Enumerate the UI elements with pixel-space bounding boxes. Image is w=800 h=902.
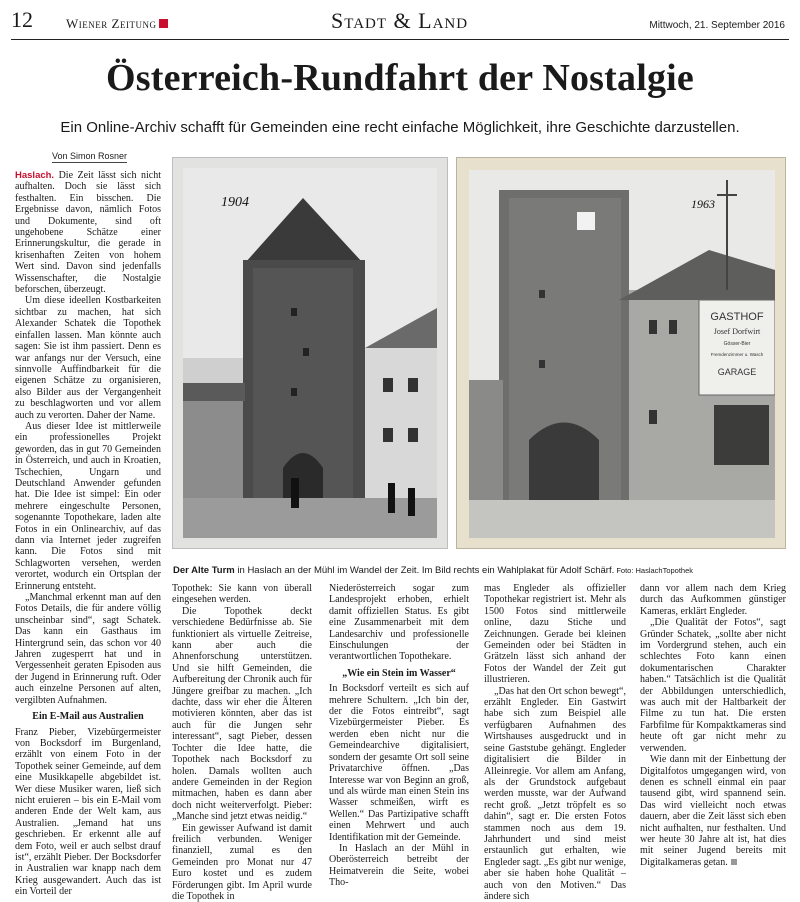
byline: Von Simon Rosner — [52, 151, 128, 161]
column-4 — [484, 583, 626, 902]
caption-text: in Haslach an der Mühl im Wandel der Zeit. Im Bild rechts ein Wahlplakat für Adolf Schärf. — [234, 565, 615, 576]
paragraph: „Das hat den Ort schon bewegt“, erzählt Engleder. Ein Gastwirt habe sich zum Beispiel alle verfügbaren Aufnahmen des Wirtshauses ausgedruckt und in seine Gaststube gehängt. Engleder digitalisiert die Bilder in Alleinregie. Vor allem am Anfang, als der Grundstock aufgebaut werden musste, war der Aufwand recht groß. „Jetzt tröpfelt es so dahin“, sagt er. Die ersten Fotos stammen noch aus dem 19. Jahrhundert und sind meist erstaunlich gut erhalten, wie Engleder sagt. „Es gibt nur wenige, aber sie haben hohe Qualität – auch von den Motiven.“ Das ändere sich — [484, 685, 626, 902]
paragraph — [640, 754, 786, 868]
column-2 — [172, 583, 312, 902]
sign-owner: Josef Dorfwirt — [713, 327, 761, 336]
tower-1963-image — [469, 170, 775, 538]
tower-1904-image — [183, 168, 437, 538]
paragraph: „Die Qualität der Fotos“, sagt Gründer Schatek, „sollte aber nicht im Vordergrund stehen, auch ein schlechtes Foto kann einen dokumentarischen Charakter haben.“ Tatsächlich ist die Qualität der Abbildungen unterschiedlich, was auch mit der Haltbarkeit der Filme zu tun hat. Die ersten Farbfilme für Kompaktkameras sind heute oft gar nicht mehr zu verwenden. — [640, 617, 786, 754]
end-mark-icon — [731, 859, 737, 865]
paragraph: mas Engleder als offizieller Topothekar registriert ist. Mehr als 1500 Fotos sind mittlerweile online, dazu Stiche und Zeichnungen. Gerade bei kleinen Gemeinden oder bei Städten in Grätzeln lässt sich anhand der Fotos der Wandel der Zeit gut illustrieren. — [484, 583, 626, 686]
photo-1904 — [172, 157, 448, 549]
paragraph: In Bocksdorf verteilt es sich auf mehrere Schultern. „Ich bin der, der die Fotos eintreibt“, sagt Vizebürgermeister Pieber. Es werden eben nicht nur die Gemeindearchive digitalisiert, sondern der gesamte Ort soll seine Privatarchive öffnen. „Das Interesse war von Beginn an groß, und als würde man einen Stein ins Wasser schmeißen, wirft es Wellen.“ Das Partizipative schafft einen Mehrwert und auch Identifikation mit der Gemeinde. — [329, 683, 469, 843]
subheading: „Wie ein Stein im Wasser“ — [342, 667, 456, 679]
paragraph: Niederösterreich sogar zum Landesprojekt erhoben, erhielt damit offiziellen Status. Es gibt eine Zusammenarbeit mit dem Landesarchiv und professionelle Einschulungen der verantwortlichen Topothekare. — [329, 583, 469, 663]
year-label-1904: 1904 — [221, 195, 249, 210]
dateline: Haslach. — [15, 170, 55, 181]
newspaper-name — [66, 16, 168, 32]
paragraph: In Haslach an der Mühl in Oberösterreich betreibt der Heimatverein die Seite, wobei Tho- — [329, 842, 469, 889]
paragraph: Um diese ideellen Kostbarkeiten sichtbar zu machen, hat sich Alexander Schatek die Topothek einfallen lassen. Man könnte auch sagen: Sie ist ihm passiert. Denn es war anfangs nur der Versuch, eine sinnvolle Auffindbarkeit für die eigenen Schätze zu organisieren, also Bilder aus der Vergangenheit zu beschlagworten und vor allem auch zu verorten. Daher der Name. — [15, 295, 161, 421]
photo-1963 — [456, 157, 786, 549]
section-title: Stadt & Land — [331, 8, 469, 33]
paragraph: Franz Pieber, Vizebürgermeister von Bocksdorf im Burgenland, erzählt von einem Foto in der Topothek seiner Gemeinde, auf dem eine Musikkapelle abgebildet ist. Wer diese Musiker waren, ließ sich nicht eruieren – bis ein E-Mail vom anderen Ende der Welt kam, aus Australien. „Jemand hat uns geschrieben. Er erkennt alle auf dem Foto, weil er auch selbst drauf ist“, erzählt Pieber. Der Bocksdorfer in Australien war knapp nach dem Krieg ausgewandert. Auch das ist ein Vorteil der — [15, 726, 161, 898]
column-5 — [640, 583, 786, 868]
caption-lead: Der Alte Turm — [173, 565, 235, 576]
sign-beer: Gösser-Bier — [723, 341, 751, 347]
paragraph: Die Topothek deckt verschiedene Bedürfnisse ab. Sie funktioniert als virtuelle Zeitreise, kann aber auch die Ahnenforschung unterstützen. Und sie hilft Gemeinden, die Aufbereitung der Chronik auch für Jüngere greifbar zu machen. „Ich dachte, dass wir eher die Älteren motivieren könnten, aber das ist auch für die Jungen sehr interessant“, sagt Pieber, dessen Tochter die Idee hatte, die Topothek nach Bocksdorf zu holen. Damals wollten auch andere Gemeinden in der Region mitmachen, haben es dann aber doch nicht weiterverfolgt. Pieber: „Manche sind jetzt etwas neidig.“ — [172, 605, 312, 823]
sign-gasthof: GASTHOF — [710, 311, 764, 323]
paragraph-text: Wie dann mit der Einbettung der Digitalfotos umgegangen wird, von denen es schnell einmal ein paar tausend gibt, wird spannend sein. Das wird vielleicht noch etwas dauern, aber die Zeit lässt sich eben nicht aufhalten, nur festhalten. Und wer heute 30 Jahre alt ist, hat dies mit seiner Jugend bereits mit Digitalkameras getan. — [640, 754, 786, 868]
headline: Österreich-Rundfahrt der Nostalgie — [106, 57, 694, 99]
column-3 — [329, 583, 469, 889]
paragraph: Topothek: Sie kann von überall eingesehen werden. — [172, 583, 312, 606]
sign-rooms: Fremdenzimmer u. Wasch — [710, 352, 764, 357]
newspaper-name-text: Wiener Zeitung — [66, 16, 157, 31]
subheading: Ein E-Mail aus Australien — [32, 711, 144, 723]
brand-square-icon — [159, 19, 168, 28]
paragraph: Ein gewisser Aufwand ist damit freilich verbunden. Weniger finanziell, zumal es den Gemeinden pro Monat nur 47 Euro kostet und es zudem Förderungen gibt. Im April wurde die Topothek in — [172, 822, 312, 902]
header-divider — [11, 39, 789, 40]
issue-date: Mittwoch, 21. September 2016 — [649, 20, 785, 31]
paragraph-text: Die Zeit lässt sich nicht aufhalten. Doch sie lässt sich festhalten. Ein bisschen. Die Ergebnisse davon, nämlich Fotos und Dokumente, sind oft ungehobene Schätze einer Erinnerungskultur, die gerade in krisenhaften Zeiten von hohem Wert sind. Davon sind jedenfalls Wissenschafter, die Nostalgie beforschen, überzeugt. — [15, 170, 161, 296]
sign-garage: GARAGE — [717, 367, 757, 377]
photo-credit: Foto: HaslachTopothek — [614, 566, 694, 575]
paragraph: dann vor allem nach dem Krieg durch das Aufkommen günstiger Kameras, erklärt Engleder. — [640, 583, 786, 617]
paragraph: Aus dieser Idee ist mittlerweile ein professionelles Projekt geworden, das in gut 70 Gemeinden in Österreich, und auch in Kroatien, Tschechien, Ungarn und Deutschland Anwender gefunden hat. Die Idee ist simpel: Ein oder mehrere eingeschulte Personen, sogenannte Topothekare, laden alte Fotos in ein Onlinearchiv, auf das dann via Internet jeder zugreifen kann. Die Fotos sind mit Schlagworten versehen, werden verortet, wodurch ein Ortsplan der Erinnerung entsteht. — [15, 420, 161, 592]
page-number: 12 — [11, 7, 33, 32]
subheadline: Ein Online-Archiv schafft für Gemeinden eine recht einfache Möglichkeit, ihre Geschichte darzustellen. — [60, 119, 740, 136]
photo-caption — [173, 565, 773, 576]
column-1 — [15, 170, 161, 898]
paragraph: „Manchmal erkennt man auf den Fotos Details, die für andere völlig unscheinbar sind“, sagt Schatek. Das kann ein Gasthaus im Hintergrund sein, das schon vor 40 Jahren zugesperrt hat und in Vergessenheit geraten Episoden aus der Jugend in Erinnerung ruft. Oder auch einzelne Personen auf alten, vergilbten Aufnahmen. — [15, 592, 161, 706]
year-label-1963: 1963 — [691, 197, 715, 211]
paragraph — [15, 170, 161, 295]
